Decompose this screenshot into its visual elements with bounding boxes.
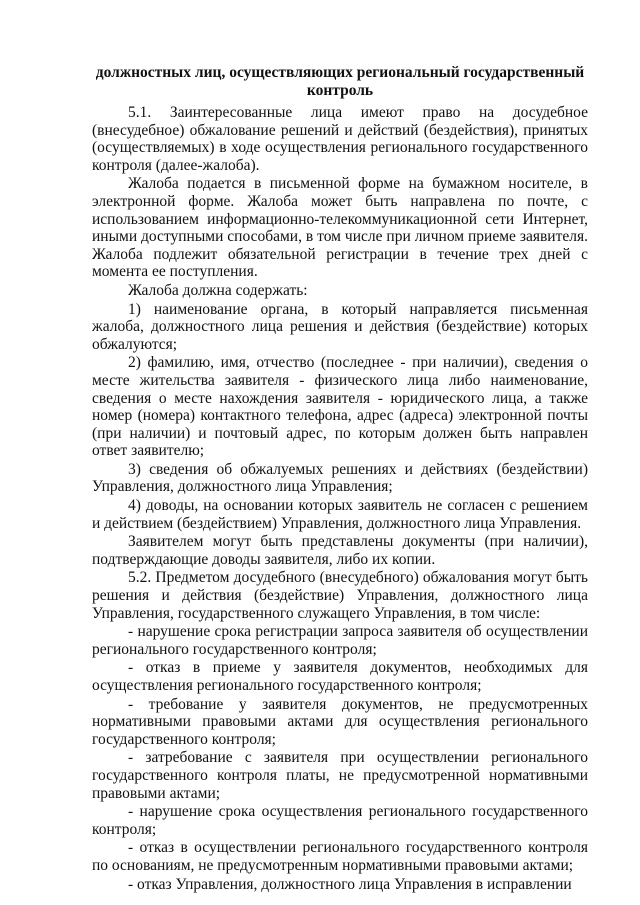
list-item-control-delay: - нарушение срока осуществления регионального государственного контроля; bbox=[92, 803, 588, 838]
paragraph-5-1: 5.1. Заинтересованные лица имеют право на досудебное (внесудебное) обжалование решений и действий (бездействия), принятых (осуществляемых) в ходе осуществления регионального государственного контроля (далее-жалоба). bbox=[92, 104, 588, 174]
list-item-registration-delay: - нарушение срока регистрации запроса заявителя об осуществлении регионального государственного контроля; bbox=[92, 623, 588, 658]
list-item-demand-payment: - затребование с заявителя при осуществлении регионального государственного контроля платы, не предусмотренной нормативными правовыми актами; bbox=[92, 749, 588, 802]
paragraph-5-2: 5.2. Предметом досудебного (внесудебного) обжалования могут быть решения и действия (бездействие) Управления, должностного лица Управления, государственного служащего Управления, в том числе: bbox=[92, 569, 588, 622]
list-item-1: 1) наименование органа, в который направляется письменная жалоба, должностного лица решения и действия (бездействие) которых обжалуются; bbox=[92, 300, 588, 353]
paragraph-documents: Заявителем могут быть представлены документы (при наличии), подтверждающие доводы заявителя, либо их копии. bbox=[92, 533, 588, 568]
list-item-refusal-acceptance: - отказ в приеме у заявителя документов, необходимых для осуществления регионального государственного контроля; bbox=[92, 659, 588, 694]
document-body bbox=[92, 104, 588, 894]
list-item-4: 4) доводы, на основании которых заявитель не согласен с решением и действием (бездействием) Управления, должностного лица Управления. bbox=[92, 497, 588, 532]
list-item-refusal-control: - отказ в осуществлении регионального государственного контроля по основаниям, не предусмотренным нормативными правовыми актами; bbox=[92, 839, 588, 874]
list-item-demand-documents: - требование у заявителя документов, не предусмотренных нормативными правовыми актами для осуществления регионального государственного контроля; bbox=[92, 695, 588, 748]
document-title: должностных лиц, осуществляющих региональный государственный контроль bbox=[95, 64, 585, 99]
list-item-3: 3) сведения об обжалуемых решениях и действиях (бездействии) Управления, должностного лица Управления; bbox=[92, 460, 588, 496]
list-item-2: 2) фамилию, имя, отчество (последнее - при наличии), сведения о месте жительства заявителя - физического лица либо наименование, сведения о месте нахождения заявителя - юридического лица, а также номер (номера) контактного телефона, адрес (адреса) электронной почты (при наличии) и почтовый адрес, по которым должен быть направлен ответ заявителю; bbox=[92, 354, 588, 460]
paragraph-complaint-form: Жалоба подается в письменной форме на бумажном носителе, в электронной форме. Жалоба может быть направлена по почте, с использованием информационно-телекоммуникационной сети Интернет, иными доступными способами, в том числе при личном приеме заявителя. Жалоба подлежит обязательной регистрации в течение трех дней с момента ее поступления. bbox=[92, 175, 588, 281]
list-item-refusal-correction: - отказ Управления, должностного лица Управления в исправлении bbox=[128, 875, 572, 893]
paragraph-complaint-contents: Жалоба должна содержать: bbox=[128, 281, 308, 299]
